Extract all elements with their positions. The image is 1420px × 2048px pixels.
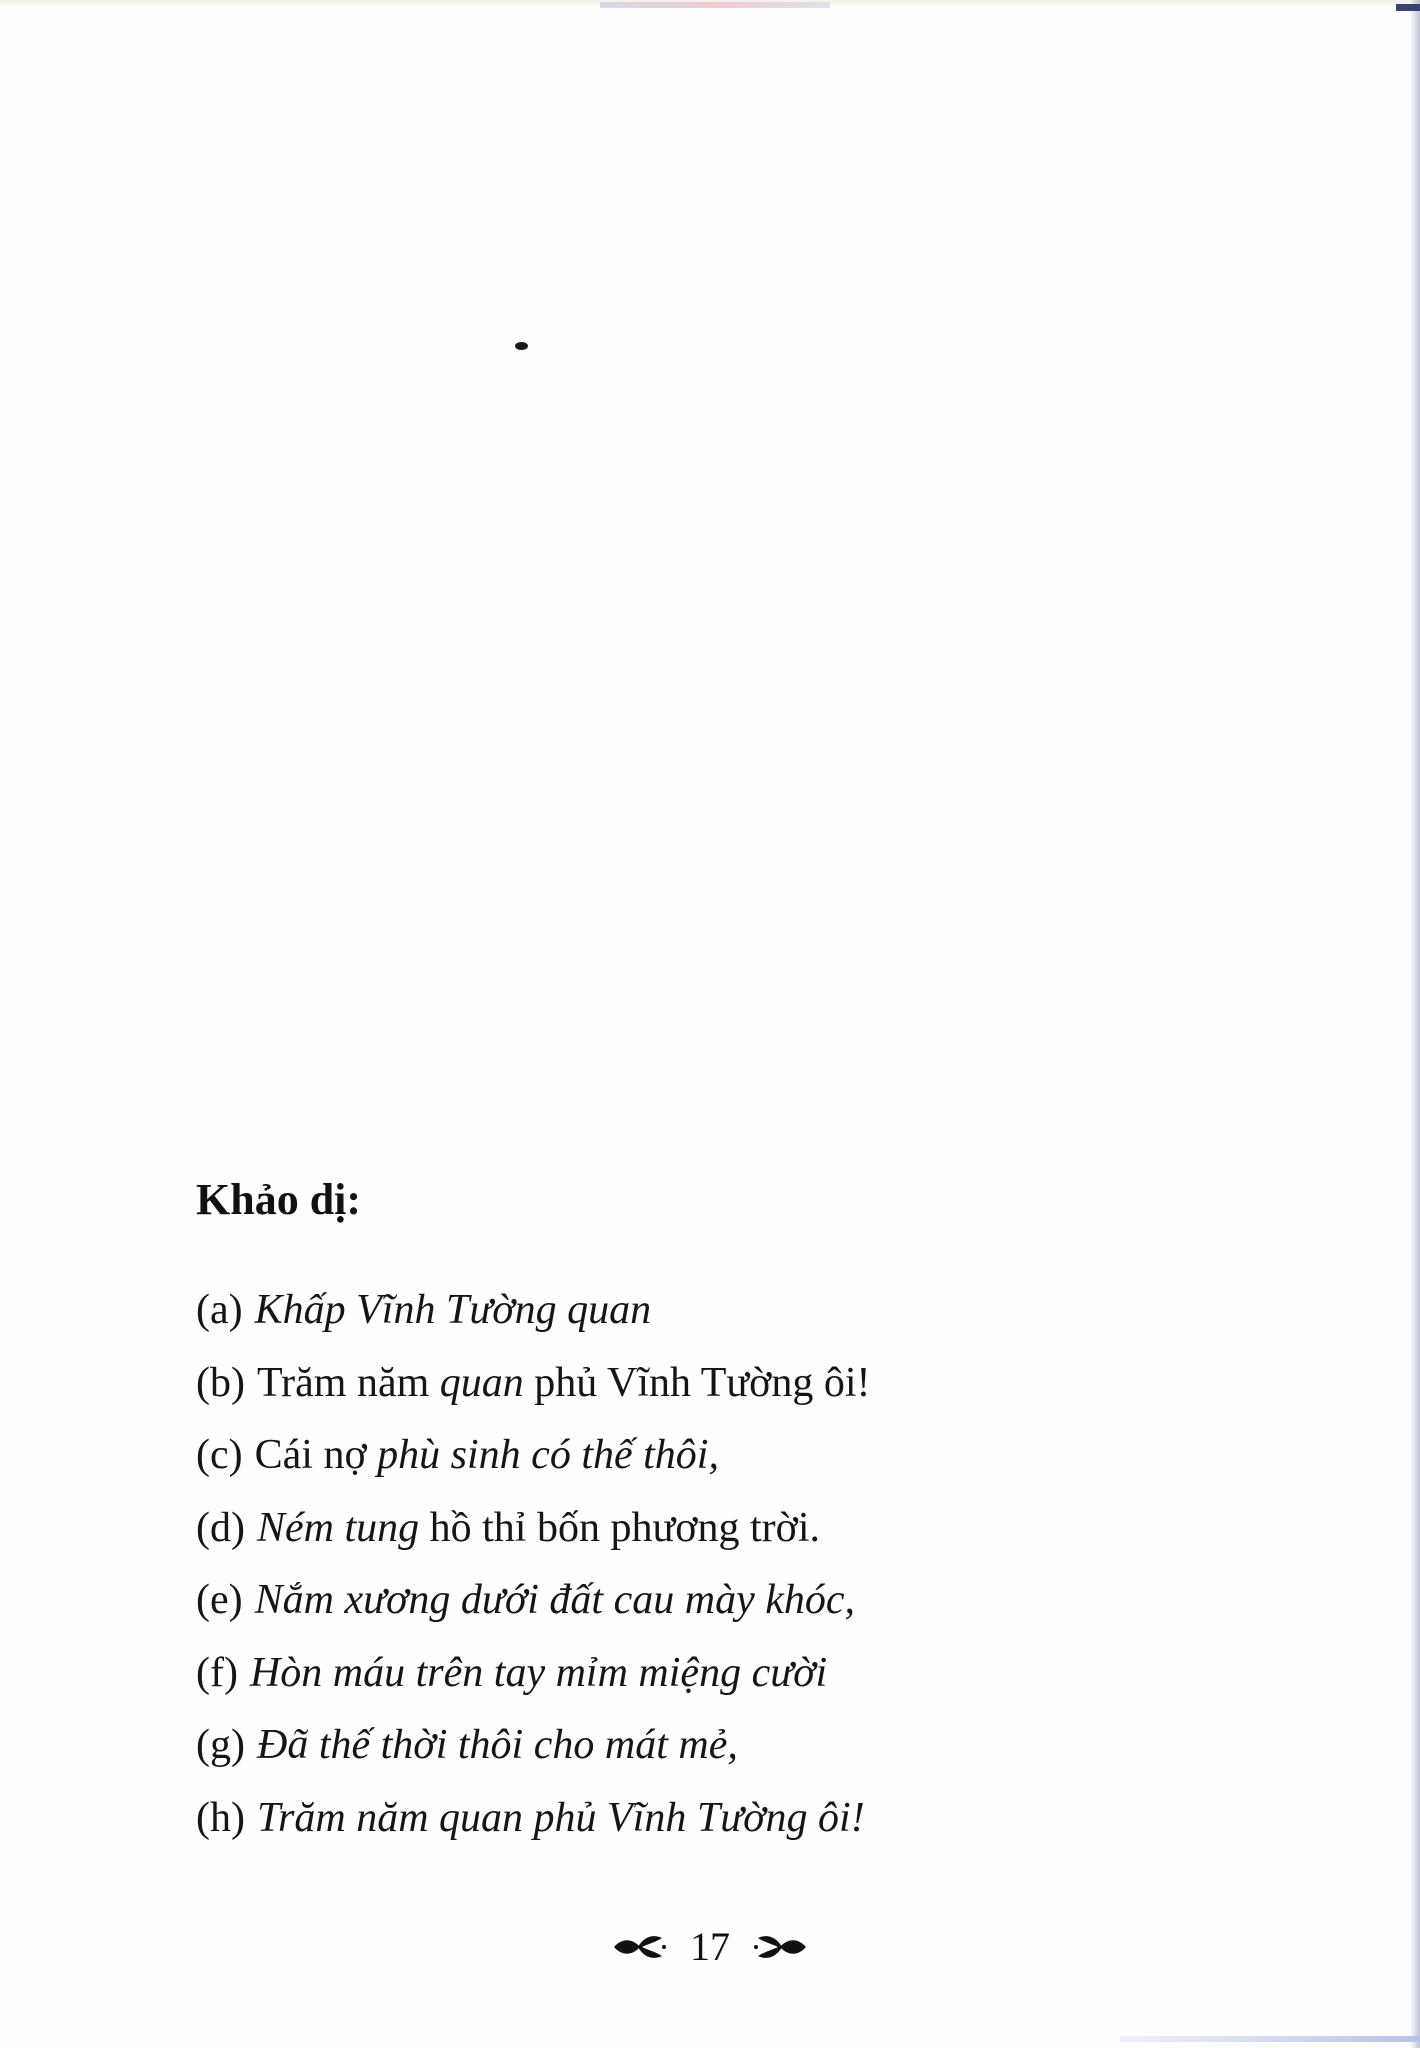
variant-text: Hòn máu trên tay mỉm miệng cười: [249, 1649, 828, 1696]
variant-line: [196, 1492, 1196, 1565]
scan-corner-mark: [1396, 4, 1420, 11]
variant-mark: (c): [196, 1432, 243, 1478]
stray-ink-dot: [515, 342, 528, 350]
scan-bottom-edge: [1120, 2036, 1420, 2042]
leaf-ornament-right-icon: [754, 1932, 808, 1962]
section-heading: Khảo dị:: [196, 1175, 362, 1224]
variant-mark: (a): [196, 1287, 243, 1333]
variant-line: [196, 1347, 1196, 1420]
scan-top-smudge: [600, 2, 830, 8]
variant-line: [196, 1274, 1196, 1347]
variant-text: hồ thỉ bốn phương trời.: [419, 1504, 820, 1551]
variant-mark: (f): [196, 1649, 238, 1696]
variant-text: Trăm năm quan phủ Vĩnh Tường ôi!: [256, 1794, 865, 1841]
variant-mark: (d): [196, 1504, 245, 1551]
variant-mark: (g): [196, 1722, 245, 1768]
leaf-ornament-left-icon: [612, 1932, 666, 1962]
variant-text: Cái nợ: [254, 1432, 378, 1478]
variant-line: [196, 1564, 1196, 1637]
variant-line: [196, 1782, 1196, 1855]
variant-line: [196, 1419, 1196, 1492]
variant-mark: (b): [196, 1359, 245, 1406]
variant-mark: (h): [196, 1794, 245, 1841]
variant-text: Trăm năm: [256, 1359, 440, 1406]
variant-text: quan: [439, 1359, 524, 1406]
variant-text: phủ Vĩnh Tường ôi!: [523, 1359, 871, 1406]
variant-list: [196, 1274, 1196, 1854]
page-number: 17: [690, 1923, 730, 1969]
variant-text: Nắm xương dưới đất cau mày khóc,: [254, 1577, 855, 1623]
variant-line: [196, 1637, 1196, 1710]
page-footer: [0, 1915, 1420, 1975]
variant-text: Khấp Vĩnh Tường quan: [254, 1287, 652, 1333]
scan-right-edge: [1410, 0, 1420, 2048]
variant-mark: (e): [196, 1577, 243, 1623]
variant-text: Ném tung: [256, 1504, 420, 1551]
variant-line: [196, 1709, 1196, 1782]
variant-text: phù sinh có thế thôi,: [377, 1432, 719, 1478]
variant-text: Đã thế thời thôi cho mát mẻ,: [256, 1722, 738, 1768]
